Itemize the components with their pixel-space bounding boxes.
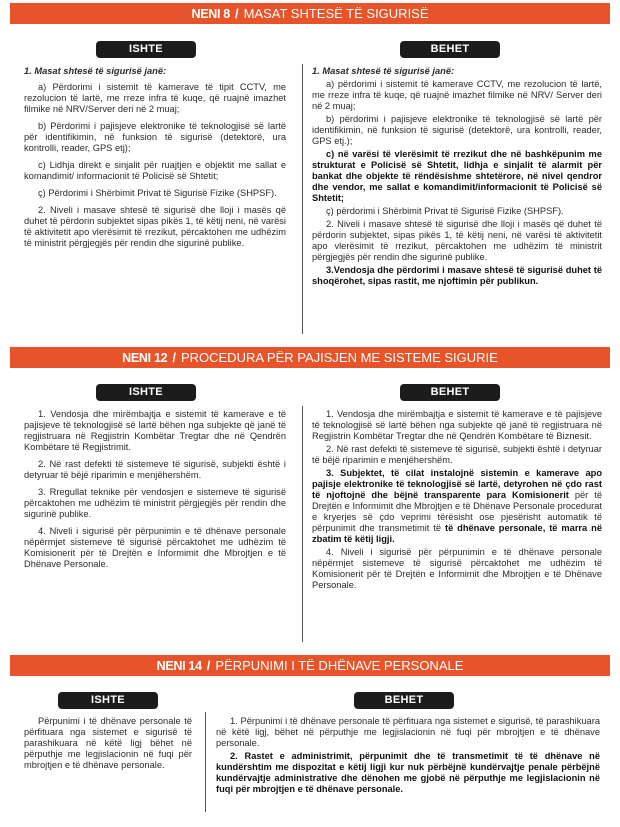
bold-text: 3. Subjektet, të cilat instalojnë sistemin e kamerave apo pajisje elektronike të teknologjisë së lartë, detyrohen në çdo rast të njoftojnë dhe bëjnë transparente para Komisionerit <box>312 468 602 500</box>
paragraph: 1. Vendosja dhe mirëmbajtja e sistemit të kamerave e të pajisjeve të teknologjisë së lartë bëhen nga subjekte që janë të regjistruara në Regjistrin Kombëtar Tregtar dhe në Qendrën Kombëtare të Regjistrimit. <box>24 409 286 452</box>
subheading: 1. Masat shtesë të sigurisë janë: <box>24 66 167 76</box>
paragraph: 2. Në rast defekti të sistemeve të sigurisë, subjekti është i detyruar të bëjë riparimin e menjëhershëm. <box>24 459 286 480</box>
section-banner-neni-8 <box>10 3 610 24</box>
label-ishte: ISHTE <box>58 692 158 709</box>
neni12-new-text <box>312 409 602 593</box>
subheading: 1. Masat shtesë të sigurisë janë: <box>312 66 455 76</box>
paragraph <box>216 751 600 795</box>
neni8-new-text <box>312 66 602 289</box>
paragraph: a) Përdorimi i sistemit të kamerave të tipit CCTV, me rezolucion të lartë, me rreze infra të kuqe, që ruajnë imazhet filmike në NRV/Server deri në 2 muaj; <box>24 82 286 114</box>
banner-slash: / <box>234 6 239 21</box>
column-divider <box>302 64 303 334</box>
section-banner-neni-14 <box>10 655 610 676</box>
paragraph: 2. Niveli i masave shtesë të sigurisë dhe lloji i masës që duhet të përdorin subjektet, sipas pikës 1, të këtij neni, në varësi të aktivitetit apo vlerësimit të rrezikut, përcaktohen me udhëzim të ministrit përgjegjës për rendin dhe sigurinë publike. <box>312 219 602 262</box>
column-divider <box>302 406 303 642</box>
label-ishte: ISHTE <box>96 384 196 401</box>
section-number: NENI 8 <box>191 7 230 21</box>
paragraph <box>312 149 602 204</box>
paragraph: b) Përdorimi i pajisjeve elektronike të teknologjisë së lartë për identifikimin, në funksion të sigurisë (detektorë, ura kontrolli, reader, GPS etj); <box>24 121 286 153</box>
paragraph: Përpunimi i të dhënave personale të përfituara nga sistemet e sigurisë të parashikuara në këtë ligj bëhet në përputhje me legjislacionin në fuqi për mbrojtjen e të dhënave personale. <box>24 716 192 770</box>
section-title: MASAT SHTESË TË SIGURISË <box>243 6 429 21</box>
paragraph: ç) Përdorimi i Shërbimit Privat të Sigurisë Fizike (SHPSF). <box>38 188 277 198</box>
plain-text: për të Drejtën e Informimit dhe Mbrojtjen e të Dhënave Personale procedurat e kryerjes së çdo veprimi tërësisht ose pjesërisht automatik të përpunimit dhe transmetimit të <box>312 490 602 533</box>
section-number: NENI 14 <box>156 659 202 673</box>
paragraph: ç) përdorimi i Shërbimit Privat të Sigurisë Fizike (SHPSF). <box>326 206 564 216</box>
paragraph: c) Lidhja direkt e sinjalit për ruajtjen e objektit me sallat e komandimit/ informacionit të Policisë së Shtetit; <box>24 160 286 181</box>
paragraph: 1. Vendosja dhe mirëmbajtja e sistemit të kamerave e të pajisjeve të teknologjisë së lartë bëhen nga subjekte që janë të regjistruara në Regjistrin Kombëtar Tregtar dhe në Qendrën Kombëtare të Biznesit. <box>312 409 602 441</box>
paragraph <box>312 265 602 287</box>
paragraph: 3. Rregullat teknike për vendosjen e sistemeve të sigurisë përcaktohen me udhëzim të ministrit përgjegjës për rendin dhe sigurinë publike. <box>24 487 286 519</box>
label-behet: BEHET <box>354 692 454 709</box>
banner-slash: / <box>172 350 176 365</box>
label-ishte: ISHTE <box>96 41 196 58</box>
neni8-old-text <box>24 66 286 255</box>
column-divider <box>205 712 206 812</box>
neni14-old-text <box>24 716 192 777</box>
paragraph: b) përdorimi i pajisjeve elektronike të teknologjisë së lartë për identifikimin, në funksion të sigurisë (detektorë, ura kontrolli, reader, GPS etj.); <box>312 114 602 146</box>
banner-slash: / <box>206 658 211 673</box>
section-title: PËRPUNIMI I TË DHËNAVE PERSONALE <box>215 658 464 673</box>
section-title: PROCEDURA PËR PAJISJEN ME SISTEME SIGURIE <box>180 350 498 365</box>
paragraph: a) përdorimi i sistemit të kamerave CCTV, me rezolucion të lartë, me rreze infra të kuqe, që ruajnë imazhet filmike në NRV/ Server deri në 2 muaj; <box>312 79 602 111</box>
neni12-old-text <box>24 409 286 576</box>
label-behet: BEHET <box>400 41 500 58</box>
paragraph: 2. Niveli i masave shtesë të sigurisë dhe lloji i masës që duhet të përdorin subjektet sipas pikës 1, të këtij neni, në varësi të aktivitetit apo vlerësimit të rrezikut, përcaktohen me udhëzim të ministrit përgjegjës për rendin dhe sigurinë publike. <box>24 205 286 248</box>
section-number: NENI 12 <box>122 351 168 365</box>
paragraph: 4. Niveli i sigurisë për përpunimin e të dhënave personale nëpërmjet sistemeve të sigurisë përcaktohet me udhëzim të Komisionerit për të Drejtën e Informimit dhe Mbrojtjen e të Dhënave Personale. <box>312 547 602 590</box>
label-behet: BEHET <box>400 384 500 401</box>
section-banner-neni-12 <box>10 347 610 368</box>
neni14-new-text <box>216 716 600 797</box>
paragraph: 1. Përpunimi i të dhënave personale të përfituara nga sistemet e sigurisë, të parashikuara në këtë ligj, bëhet në përputhje me legjislacionin në fuqi për mbrojtjen e të dhënave personale. <box>216 716 600 748</box>
paragraph <box>312 468 602 545</box>
bold-text: 2. Rastet e administrimit, përpunimit dhe të transmetimit të të dhënave në kundërshtim me dispozitat e këtij ligji kur nuk përbëjnë kundërvajtje penale përbëjnë kundërvajtje administrative dhe dënohen me gjobë në përputhje me legjislacionin në fuqi për mbrojtjen e të dhënave personale. <box>216 751 600 794</box>
bold-text: c) në varësi të vlerësimit të rrezikut dhe në bashkëpunim me strukturat e Policisë së Shtetit, lidhja e sinjalit të alarmit për bankat dhe objekte të rëndësishme shtetërore, në nivel qendror dhe vendor, me sallat e komandimit/informacionit të Policisë së Shtetit; <box>312 149 602 203</box>
paragraph: 2. Në rast defekti të sistemeve të sigurisë, subjekti është i detyruar të bëjë riparimin e menjëhershëm. <box>312 444 602 465</box>
bold-text: 3.Vendosja dhe përdorimi i masave shtesë të sigurisë duhet të shoqërohet, sipas rastit, me njoftimin për publikun. <box>312 265 602 286</box>
bold-text: të dhënave personale, të marra në zbatim të këtij ligji. <box>312 523 602 544</box>
paragraph: 4. Niveli i sigurisë për përpunimin e të dhënave personale nëpërmjet sistemeve të sigurisë përcaktohet me udhëzim të Komisionerit për të Drejtën e Informimit dhe Mbrojtjen e të Dhënave Personale. <box>24 526 286 569</box>
